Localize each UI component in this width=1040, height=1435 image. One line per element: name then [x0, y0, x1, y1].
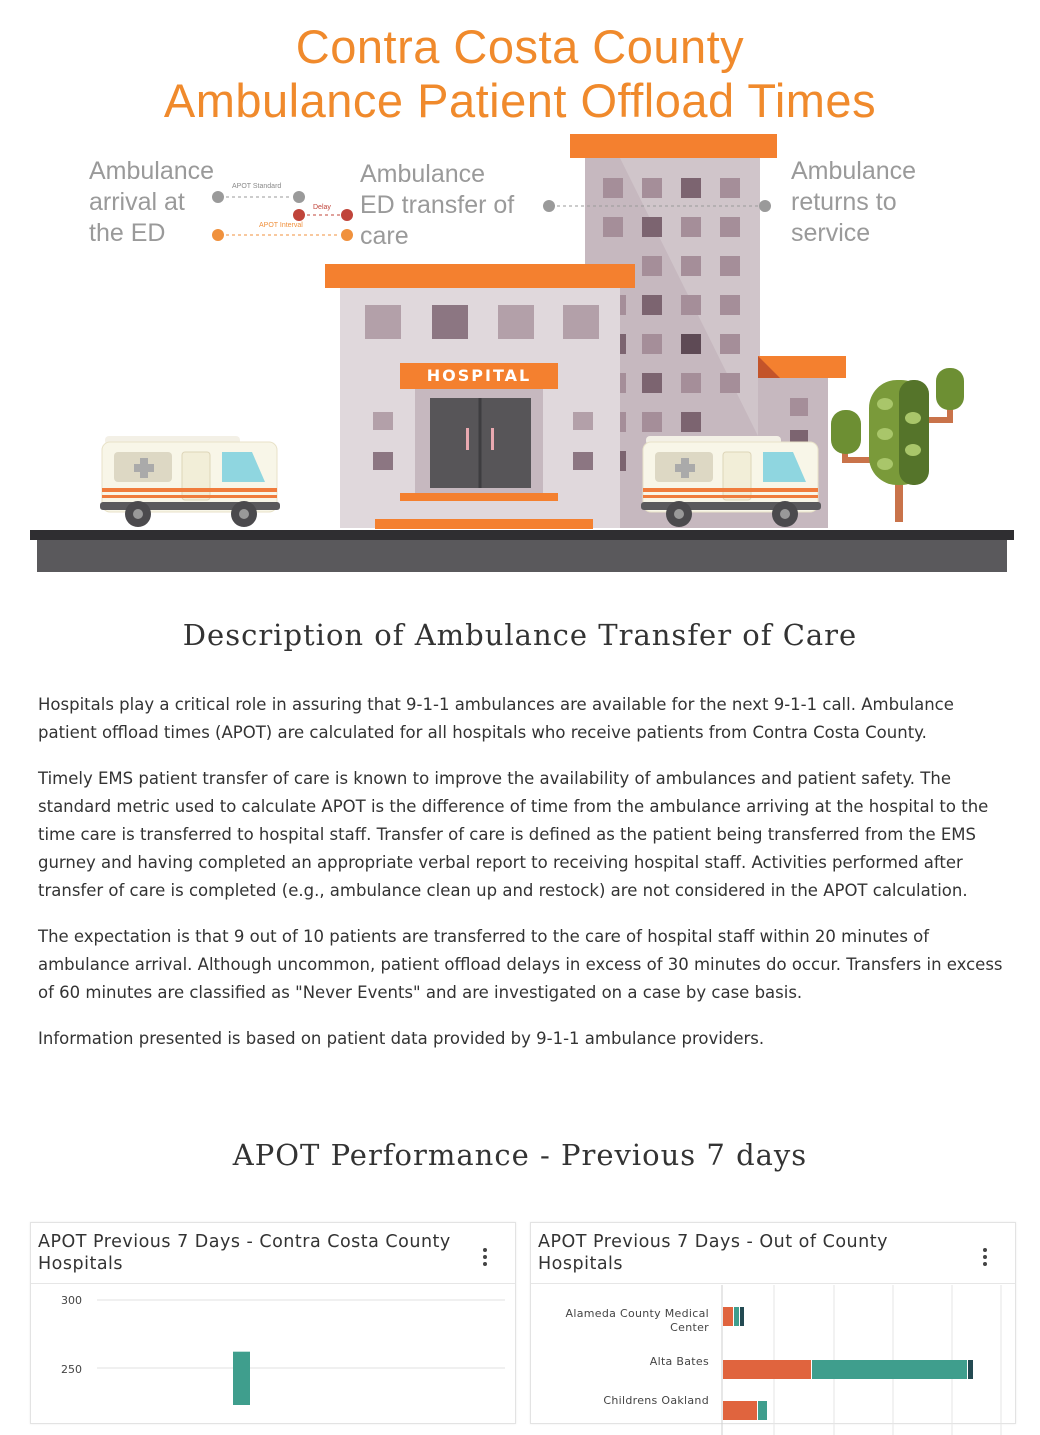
legend-returns: Ambulance returns to service [791, 157, 917, 247]
y-tick-label: 250 [61, 1363, 82, 1376]
ambulance-left [100, 436, 280, 527]
tower-roof [570, 134, 777, 158]
legend-apot-standard: APOT Standard [232, 183, 282, 190]
y-tick-label: 300 [61, 1294, 82, 1307]
hospital-sign: HOSPITAL [426, 366, 532, 385]
county-apot-chart [91, 1285, 511, 1405]
hero-banner [0, 0, 1040, 590]
description-paragraph: The expectation is that 9 out of 10 patients are transferred to the care of hospital staff within 20 minutes of ambulance arrival. Although uncommon, patient offload delays in excess of 30 minutes do occur. Transfers in excess of 60 minutes are classified as "Never Events" and are investigated on a case by case basis. [38, 927, 1003, 1002]
description-paragraph: Hospitals play a critical role in assuring that 9-1-1 ambulances are available for the next 9-1-1 call. Ambulance patient offload times (APOT) are calculated for all hospitals who receive patients from Contra Costa County. [38, 695, 954, 742]
road-base [37, 540, 1007, 572]
description-paragraph: Timely EMS patient transfer of care is known to improve the availability of ambulances and patient safety. The standard metric used to calculate APOT is the difference of time from the ambulance arriving at the hospital to the time care is transferred to hospital staff. Transfer of care is defined as the patient being transferred from the EMS gurney and having completed an appropriate verbal report to receiving hospital staff. Activities performed after transfer of care is completed (e.g., ambulance clean up and restock) are not considered in the APOT calculation. [38, 769, 989, 900]
hero-title-line1: Contra Costa County [295, 20, 745, 73]
bar-segment[interactable] [812, 1360, 967, 1379]
hero-title-line2: Ambulance Patient Offload Times [163, 74, 877, 127]
performance-heading: APOT Performance - Previous 7 days [232, 1138, 808, 1172]
card-header [31, 1223, 515, 1284]
legend-arrival: Ambulance arrival at the ED [89, 157, 215, 247]
more-vertical-icon[interactable] [983, 1248, 987, 1269]
chart-card-out-of-county [530, 1222, 1016, 1424]
legend-delay: Delay [313, 204, 331, 211]
out-of-county-apot-chart [716, 1285, 1006, 1435]
description-heading: Description of Ambulance Transfer of Care [182, 618, 858, 652]
hospital-roof [325, 264, 635, 288]
hospital-steps [375, 519, 593, 529]
tree-illustration [831, 368, 964, 522]
more-vertical-icon[interactable] [483, 1248, 487, 1269]
card-header [531, 1223, 1015, 1284]
chart-card-county [30, 1222, 516, 1424]
road-top [30, 530, 1014, 540]
bar-segment[interactable] [723, 1360, 811, 1379]
bar-segment[interactable] [968, 1360, 973, 1379]
bar-segment[interactable] [723, 1401, 757, 1420]
card-title: APOT Previous 7 Days - Out of County Hospitals [538, 1232, 888, 1274]
bar-segment[interactable] [758, 1401, 767, 1420]
bar-segment[interactable] [723, 1307, 733, 1326]
legend-apot-interval: APOT Interval [259, 222, 303, 229]
bar-segment[interactable] [740, 1307, 744, 1326]
description-body [38, 691, 1008, 1071]
category-label: Childrens Oakland [603, 1394, 709, 1407]
description-paragraph: Information presented is based on patient data provided by 9-1-1 ambulance providers. [38, 1029, 765, 1048]
bar[interactable] [233, 1352, 250, 1405]
legend-transfer: Ambulance ED transfer of care [360, 160, 515, 250]
hospital-illustration [0, 0, 1040, 590]
category-label: Alameda County Medical Center [565, 1307, 709, 1334]
bar-segment[interactable] [734, 1307, 739, 1326]
card-title: APOT Previous 7 Days - Contra Costa County Hospitals [38, 1232, 451, 1274]
category-label: Alta Bates [649, 1355, 709, 1368]
